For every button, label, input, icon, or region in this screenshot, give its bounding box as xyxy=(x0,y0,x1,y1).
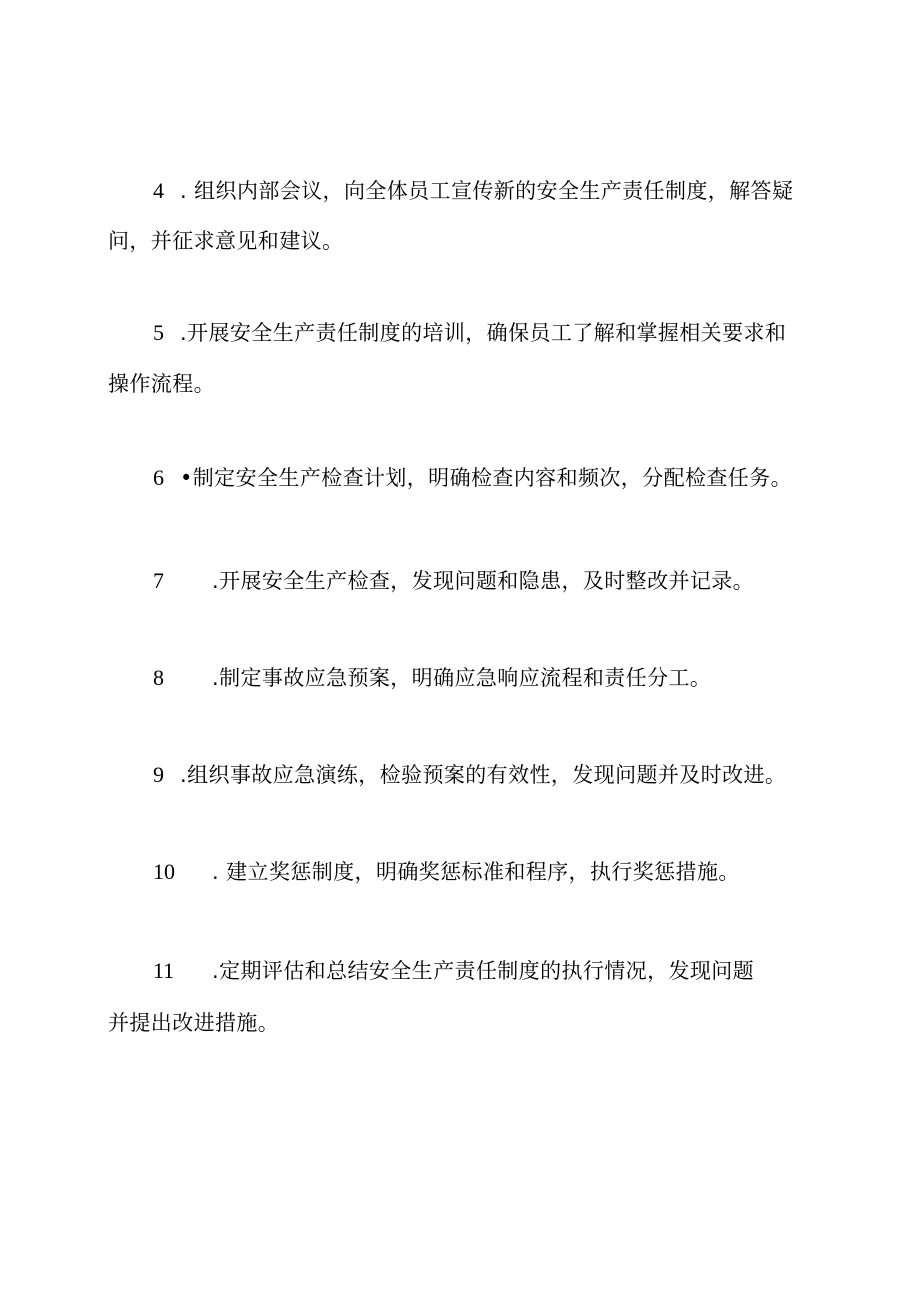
item-number: 11 xyxy=(153,958,175,983)
item-number: 10 xyxy=(153,859,175,884)
item-number: 5 xyxy=(153,320,164,345)
item-text: . 组织内部会议，向全体员工宣传新的安全生产责任制度，解答疑 xyxy=(180,179,794,203)
item-text: . 建立奖惩制度，明确奖惩标准和程序，执行奖惩措施。 xyxy=(212,860,740,884)
item-text: .定期评估和总结安全生产责任制度的执行情况，发现问题 xyxy=(212,959,755,983)
item-text: .制定事故应急预案，明确应急响应流程和责任分工。 xyxy=(212,666,712,690)
item-text: 操作流程。 xyxy=(108,372,215,396)
item-text: 问，并征求意见和建议。 xyxy=(108,229,344,253)
item-text: •制定安全生产检查计划，明确检查内容和频次，分配检查任务。 xyxy=(180,466,792,490)
item-text: .开展安全生产责任制度的培训，确保员工了解和掌握相关要求和 xyxy=(180,321,787,345)
item-number: 8 xyxy=(153,665,164,690)
item-text: 并提出改进措施。 xyxy=(108,1011,280,1035)
item-text: .组织事故应急演练，检验预案的有效性，发现问题并及时改进。 xyxy=(180,763,787,787)
item-text: .开展安全生产检查，发现问题和隐患，及时整改并记录。 xyxy=(212,569,755,593)
item-number: 4 xyxy=(153,178,164,203)
item-number: 7 xyxy=(153,568,164,593)
item-number: 9 xyxy=(153,762,164,787)
item-number: 6 xyxy=(153,465,164,490)
